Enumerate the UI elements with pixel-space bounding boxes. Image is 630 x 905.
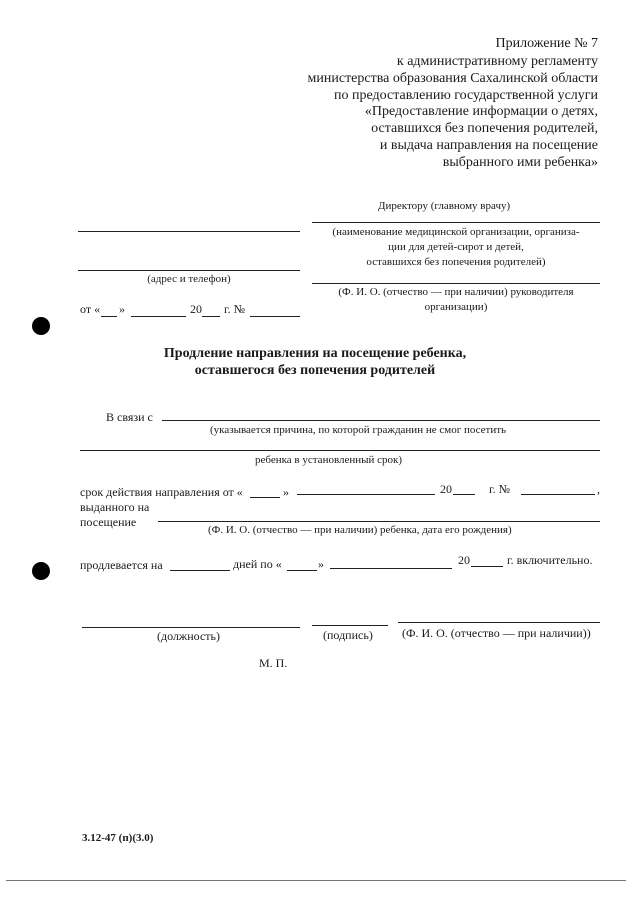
month-field[interactable]: [131, 316, 186, 317]
document-title-line2: оставшегося без попечения родителей: [194, 363, 436, 378]
reason-field[interactable]: [162, 420, 600, 421]
signature-line[interactable]: [312, 625, 388, 626]
binder-hole: [32, 317, 50, 335]
appendix-number: Приложение № 7: [495, 36, 598, 51]
bottom-divider: [6, 880, 626, 881]
header-line: выбранного ими ребенка»: [442, 155, 598, 170]
document-title: Продление направления на посещение ребенка,: [163, 346, 467, 361]
extended-day-field[interactable]: [287, 570, 317, 571]
issued-label: выданного на: [80, 500, 150, 514]
stamp-place: М. П.: [259, 656, 288, 670]
quote-label: »: [283, 485, 289, 499]
date-from-label: от «: [80, 302, 101, 316]
signature-caption: (подпись): [323, 628, 373, 642]
form-code: 3.12-47 (п)(3.0): [82, 832, 154, 844]
number-label: г. №: [224, 302, 246, 316]
extended-year-field[interactable]: [471, 566, 503, 567]
binder-hole: [32, 562, 50, 580]
comma: ,: [597, 482, 600, 496]
org-caption: (наименование медицинской организации, организа-: [332, 226, 580, 238]
child-field[interactable]: [158, 521, 600, 522]
position-caption: (должность): [157, 629, 220, 643]
quote-label: »: [119, 302, 125, 316]
inclusive-label: г. включительно.: [507, 553, 593, 567]
validity-label: срок действия направления от «: [80, 485, 243, 499]
blank-line[interactable]: [312, 222, 600, 223]
extended-month-field[interactable]: [330, 568, 452, 569]
number-field[interactable]: [250, 316, 300, 317]
child-caption: (Ф. И. О. (отчество — при наличии) ребенка, дата его рождения): [208, 524, 512, 536]
year-prefix: 20: [190, 302, 202, 316]
addressee-to: Директору (главному врачу): [378, 200, 511, 212]
header-line: оставшихся без попечения родителей,: [371, 121, 598, 136]
year-prefix: 20: [440, 482, 452, 496]
header-line: по предоставлению государственной услуги: [334, 88, 598, 103]
header-line: министерства образования Сахалинской области: [307, 71, 598, 86]
validity-day-field[interactable]: [250, 497, 280, 498]
reason-label: В связи с: [106, 410, 153, 424]
quote-label: »: [318, 557, 324, 571]
header-line: «Предоставление информации о детях,: [364, 104, 598, 119]
reason-caption: ребенка в установленный срок): [255, 454, 403, 466]
validity-year-field[interactable]: [453, 494, 475, 495]
name-line[interactable]: [398, 622, 600, 623]
header-line: и выдача направления на посещение: [379, 138, 598, 153]
year-prefix: 20: [458, 553, 470, 567]
reason-field-continued[interactable]: [80, 450, 600, 451]
position-line[interactable]: [82, 627, 300, 628]
year-field[interactable]: [202, 316, 220, 317]
number-label: г. №: [489, 482, 511, 496]
org-caption: ции для детей-сирот и детей,: [388, 241, 524, 253]
head-caption: (Ф. И. О. (отчество — при наличии) руководителя: [338, 286, 574, 298]
days-label: дней по «: [233, 557, 282, 571]
validity-month-field[interactable]: [297, 494, 435, 495]
header-line: к административному регламенту: [396, 54, 598, 69]
address-caption: (адрес и телефон): [147, 273, 231, 285]
blank-line[interactable]: [78, 231, 300, 232]
name-caption: (Ф. И. О. (отчество — при наличии)): [402, 626, 591, 640]
extended-label: продлевается на: [80, 558, 163, 572]
day-field[interactable]: [101, 316, 117, 317]
reason-caption: (указывается причина, по которой гражданин не смог посетить: [210, 424, 507, 436]
org-caption: оставшихся без попечения родителей): [366, 256, 546, 268]
blank-line[interactable]: [312, 283, 600, 284]
visit-label: посещение: [80, 515, 137, 529]
blank-line[interactable]: [78, 270, 300, 271]
head-caption: организации): [424, 301, 488, 313]
validity-number-field[interactable]: [521, 494, 595, 495]
extended-days-field[interactable]: [170, 570, 230, 571]
